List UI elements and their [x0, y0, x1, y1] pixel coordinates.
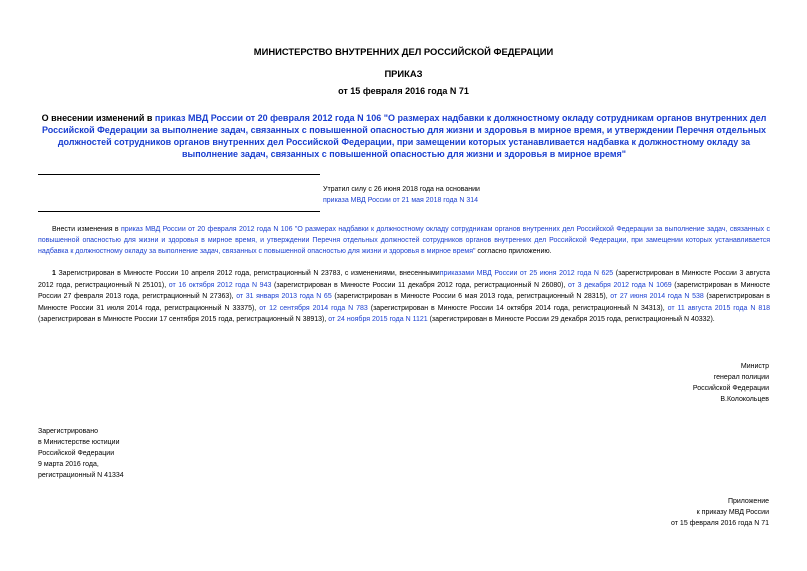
- signature-position: Министр: [740, 363, 769, 370]
- footnote-marker: 1: [52, 270, 56, 277]
- body-link[interactable]: приказ МВД России от 20 февраля 2012 года N 106 "О размерах надбавки к должностному окладу сотрудникам органов внутренних дел Российской Федерации за выполнение задач, связанных с повышенной опасностью для жизни и здоровья в мирное время, и утверждении Перечня отдельных должностей сотрудников органов внутренних дел Российской Федерации, при замещении которых устанавливается надбавка к должностному окладу за выполнение задач, связанных с повышенной опасностью для жизни и здоровья в мирное время": [38, 226, 771, 255]
- status-text: Утратил силу с 26 июня 2018 года на основании: [323, 186, 480, 193]
- body-paragraph: [38, 224, 770, 257]
- signature-country: Российской Федерации: [692, 385, 769, 392]
- registration-line: в Министерстве юстиции: [38, 439, 120, 446]
- footnote-link[interactable]: от 12 сентября 2014 года N 783: [259, 304, 368, 312]
- footnote-text: (зарегистрирован в Минюсте России 17 сентября 2015 года, регистрационный N 38913),: [38, 316, 329, 323]
- footnote-link[interactable]: от 24 ноября 2015 года N 1121: [328, 316, 428, 323]
- registration-line: регистрационный N 41334: [38, 472, 124, 479]
- appendix-line: Приложение: [727, 498, 769, 505]
- signature-rank: генерал полиции: [713, 374, 769, 381]
- footnote-link[interactable]: от 16 октября 2012 года N 943: [168, 281, 272, 289]
- status-link[interactable]: приказа МВД России от 21 мая 2018 года N 314: [323, 197, 479, 204]
- ministry-heading: МИНИСТЕРСТВО ВНУТРЕННИХ ДЕЛ РОССИЙСКОЙ ФЕДЕРАЦИИ: [253, 46, 554, 57]
- registration-line: Зарегистрировано: [38, 428, 98, 435]
- footnote-text: (зарегистрирован в Минюсте России 11 декабря 2012 года, регистрационный N 26080),: [271, 281, 569, 289]
- body-suffix: согласно приложению.: [475, 248, 552, 255]
- footnote-text: (зарегистрирован в Минюсте России 27 февраля 2013 года, регистрационный N 27363),: [38, 281, 771, 300]
- footnote-link[interactable]: от 31 января 2013 года N 65: [236, 293, 332, 300]
- body-prefix: Внести изменения в: [52, 226, 122, 233]
- appendix-line: от 15 февраля 2016 года N 71: [671, 520, 769, 527]
- appendix-block: [549, 496, 769, 529]
- title-link[interactable]: приказ МВД России от 20 февраля 2012 года N 106 "О размерах надбавки к должностному окладу сотрудникам органов внутренних дел Российской Федерации за выполнение задач, связанных с повышенной опасностью для жизни и здоровья в мирное время, и утверждении Перечня отдельных должностей сотрудников органов внутренних дел Российской Федерации, при замещении которых устанавливается надбавка к должностному окладу за выполнение задач, связанных с повышенной опасностью для жизни и здоровья в мирное время": [41, 113, 767, 159]
- registration-line: Российской Федерации: [38, 450, 115, 457]
- footnote-link[interactable]: от 3 декабря 2012 года N 1069: [568, 281, 672, 289]
- footnote-text: (зарегистрирован в Минюсте России 29 декабря 2015 года, регистрационный N 40332).: [427, 316, 715, 323]
- signature-name: В.Колокольцев: [720, 396, 769, 403]
- status-note: [323, 184, 623, 206]
- registration-block: [38, 426, 238, 481]
- signature-block: [569, 361, 769, 405]
- footnote-text: (зарегистрирован в Минюсте России 6 мая 2013 года, регистрационный N 28315),: [331, 293, 611, 300]
- divider-bottom: [38, 211, 320, 212]
- footnote-text: Зарегистрирован в Минюсте России 10 апреля 2012 года, регистрационный N 23783, с изменениями, внесенными: [58, 270, 440, 277]
- registration-line: 9 марта 2016 года,: [38, 461, 99, 468]
- document-title: [36, 112, 772, 160]
- footnote-link[interactable]: от 27 июня 2014 года N 538: [610, 293, 704, 300]
- footnote-link[interactable]: приказами МВД России от 25 июня 2012 года N 625: [439, 270, 614, 277]
- appendix-line: к приказу МВД России: [696, 509, 769, 516]
- footnote-text: (зарегистрирован в Минюсте России 31 июля 2014 года, регистрационный N 33375),: [38, 293, 771, 312]
- title-prefix: О внесении изменений в: [41, 113, 155, 123]
- doc-type-heading: ПРИКАЗ: [384, 68, 423, 79]
- footnote: [38, 268, 770, 326]
- footnote-link[interactable]: от 11 августа 2015 года N 818: [667, 304, 770, 312]
- doc-date-number: от 15 февраля 2016 года N 71: [338, 86, 469, 96]
- footnote-text: (зарегистрирован в Минюсте России 14 октября 2014 года, регистрационный N 34313),: [367, 304, 668, 312]
- footnote-text: (зарегистрирован в Минюсте России 3 августа 2012 года, регистрационный N 25101),: [38, 270, 771, 289]
- divider-top: [38, 174, 320, 175]
